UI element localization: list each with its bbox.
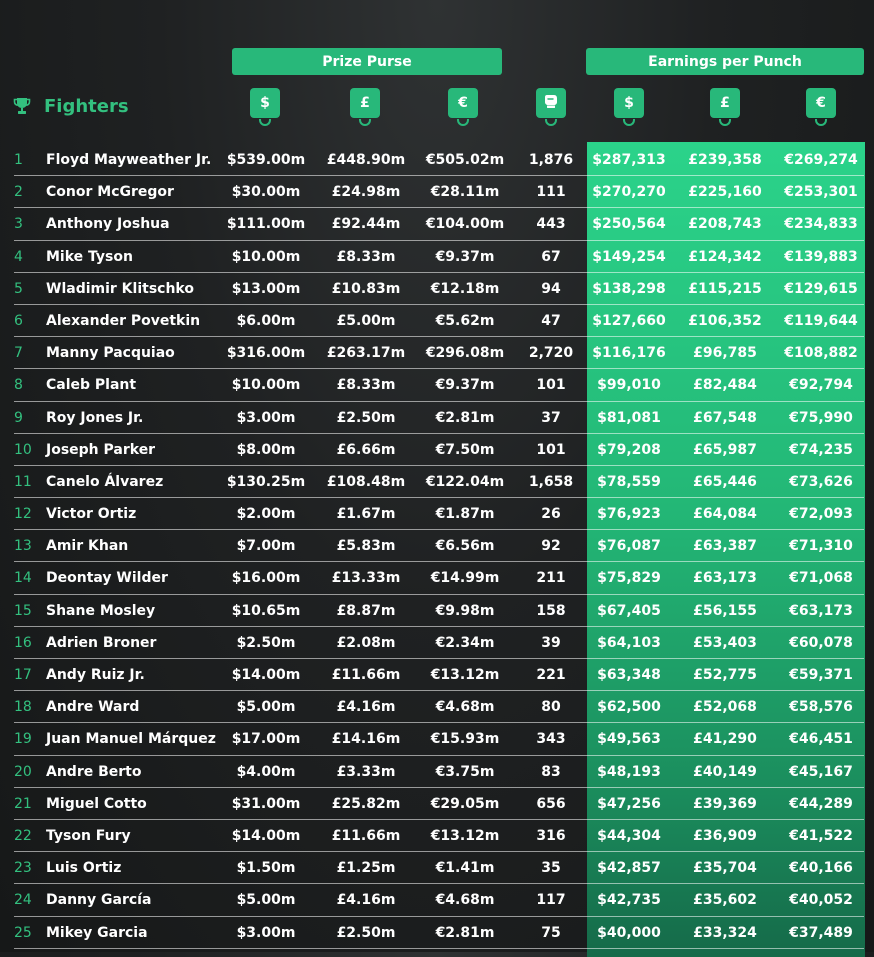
- prize-usd-cell: $31.00m: [231, 795, 301, 812]
- punch-eur-cell: €129,615: [784, 280, 858, 297]
- punch-eur-cell: €46,451: [789, 731, 853, 748]
- punch-usd-cell: $44,304: [597, 827, 661, 844]
- prize-usd-cell: $5.00m: [236, 892, 296, 909]
- rank-cell: 18: [14, 699, 32, 716]
- fighter-name: Mikey Garcia: [46, 924, 148, 941]
- punch-eur-cell: €58,576: [789, 699, 853, 716]
- punch-gbp-cell: £39,369: [693, 795, 757, 812]
- prize-gbp-cell: £10.83m: [331, 280, 401, 297]
- prize-eur-cell: €5.62m: [435, 312, 495, 329]
- prize-gbp-cell: £3.33m: [336, 763, 396, 780]
- fighter-name: Andy Ruiz Jr.: [46, 667, 145, 683]
- prize-gbp-cell: £8.87m: [336, 602, 396, 619]
- punch-eur-cell: €45,167: [789, 763, 853, 780]
- table-row: [0, 691, 874, 723]
- rank-cell: 12: [14, 506, 32, 523]
- punches-cell: 80: [541, 699, 561, 716]
- punch-gbp-cell: £65,987: [693, 441, 757, 458]
- punches-cell: 37: [541, 409, 561, 426]
- punches-cell: 158: [536, 602, 566, 619]
- prize-usd-cell: $316.00m: [226, 345, 306, 362]
- punches-cell: 75: [541, 924, 561, 941]
- fighter-name: Danny García: [46, 892, 152, 909]
- prize-gbp-cell: £2.08m: [336, 634, 396, 651]
- fighter-name: Andre Berto: [46, 763, 142, 780]
- fighter-name: Andre Ward: [46, 699, 140, 716]
- rank-cell: 16: [14, 634, 32, 651]
- punch-gbp-cell: £35,602: [693, 892, 757, 909]
- prize-eur-cell: €3.75m: [435, 763, 495, 780]
- prize-usd-cell: $4.00m: [236, 763, 296, 780]
- fighter-name: Juan Manuel Márquez: [46, 731, 216, 748]
- rank-cell: 25: [14, 924, 32, 941]
- punch-eur-cell: €234,833: [784, 216, 858, 233]
- fighter-name: Deontay Wilder: [46, 570, 168, 587]
- punch-usd-cell: $75,829: [597, 570, 661, 587]
- prize-eur-cell: €1.41m: [435, 860, 495, 877]
- prize-gbp-cell: £5.00m: [336, 312, 396, 329]
- punch-eur-badge: €: [806, 88, 836, 118]
- punch-usd-cell: $67,405: [597, 602, 661, 619]
- punch-usd-cell: $42,857: [597, 860, 661, 877]
- punch-gbp-cell: £63,387: [693, 538, 757, 555]
- prize-eur-cell: €13.12m: [430, 827, 500, 844]
- punch-eur-cell: €74,235: [789, 441, 853, 458]
- prize-gbp-badge: £: [350, 88, 380, 118]
- rank-cell: 2: [14, 184, 23, 201]
- prize-eur-cell: €12.18m: [430, 280, 500, 297]
- table-row: [0, 756, 874, 788]
- fighter-name: Amir Khan: [46, 538, 129, 555]
- punch-usd-cell: $49,563: [597, 731, 661, 748]
- prize-gbp-cell: £108.48m: [326, 473, 406, 490]
- prize-gbp-cell: £25.82m: [331, 795, 401, 812]
- punch-gbp-cell: £52,775: [693, 667, 757, 683]
- prize-gbp-cell: £263.17m: [326, 345, 406, 362]
- punches-cell: 39: [541, 634, 561, 651]
- punch-usd-cell: $47,256: [597, 795, 661, 812]
- fighter-name: Anthony Joshua: [46, 216, 170, 233]
- prize-usd-cell: $2.00m: [236, 506, 296, 523]
- prize-gbp-cell: £8.33m: [336, 377, 396, 394]
- prize-eur-cell: €122.04m: [425, 473, 505, 490]
- rank-cell: 1: [14, 152, 23, 168]
- prize-eur-cell: €9.98m: [435, 602, 495, 619]
- punch-eur-cell: €253,301: [784, 184, 858, 201]
- punches-cell: 656: [536, 795, 566, 812]
- prize-eur-cell: €6.56m: [435, 538, 495, 555]
- punch-gbp-cell: £208,743: [688, 216, 762, 233]
- punch-eur-cell: €71,310: [789, 538, 853, 555]
- table-row: [0, 176, 874, 208]
- punch-eur-cell: €119,644: [784, 312, 858, 329]
- trophy-icon: [12, 96, 32, 116]
- punch-usd-cell: $81,081: [597, 409, 661, 426]
- prize-usd-cell: $14.00m: [231, 827, 301, 844]
- punches-cell: 101: [536, 441, 566, 458]
- fighter-name: Luis Ortiz: [46, 860, 122, 877]
- punch-usd-cell: $270,270: [592, 184, 666, 201]
- prize-usd-cell: $1.50m: [236, 860, 296, 877]
- prize-gbp-cell: £6.66m: [336, 441, 396, 458]
- punch-eur-cell: €72,093: [789, 506, 853, 523]
- punch-usd-cell: $79,208: [597, 441, 661, 458]
- prize-eur-cell: €28.11m: [430, 184, 500, 201]
- table-row: [0, 852, 874, 884]
- prize-usd-cell: $10.00m: [231, 377, 301, 394]
- punch-gbp-cell: £33,324: [693, 924, 757, 941]
- prize-purse-header: Prize Purse: [232, 48, 502, 75]
- punch-usd-cell: $62,500: [597, 699, 661, 716]
- punch-usd-cell: $116,176: [592, 345, 666, 362]
- prize-usd-cell: $6.00m: [236, 312, 296, 329]
- punch-usd-cell: $127,660: [592, 312, 666, 329]
- punches-cell: 1,876: [528, 152, 574, 168]
- prize-usd-cell: $13.00m: [231, 280, 301, 297]
- punch-gbp-badge: £: [710, 88, 740, 118]
- prize-gbp-cell: £448.90m: [326, 152, 406, 168]
- punch-usd-cell: $63,348: [597, 667, 661, 683]
- rank-cell: 5: [14, 280, 23, 297]
- table-row: [0, 337, 874, 369]
- punch-gbp-cell: £63,173: [693, 570, 757, 587]
- fighter-name: Victor Ortiz: [46, 506, 137, 523]
- prize-usd-cell: $539.00m: [226, 152, 306, 168]
- punch-gbp-cell: £115,215: [688, 280, 762, 297]
- prize-usd-cell: $10.65m: [231, 602, 301, 619]
- prize-gbp-cell: £4.16m: [336, 699, 396, 716]
- prize-gbp-cell: £92.44m: [331, 216, 401, 233]
- prize-usd-cell: $14.00m: [231, 667, 301, 683]
- punch-gbp-cell: £35,704: [693, 860, 757, 877]
- rank-cell: 10: [14, 441, 32, 458]
- punches-cell: 343: [536, 731, 566, 748]
- table-row: [0, 305, 874, 337]
- prize-usd-cell: $16.00m: [231, 570, 301, 587]
- prize-usd-badge: $: [250, 88, 280, 118]
- prize-eur-cell: €2.34m: [435, 634, 495, 651]
- prize-usd-cell: $130.25m: [226, 473, 306, 490]
- punches-cell: 211: [536, 570, 566, 587]
- punch-usd-cell: $76,923: [597, 506, 661, 523]
- table-row: [0, 144, 874, 176]
- punch-eur-cell: €44,289: [789, 795, 853, 812]
- punch-usd-cell: $149,254: [592, 248, 666, 265]
- punch-gbp-cell: £225,160: [688, 184, 762, 201]
- fighter-name: Wladimir Klitschko: [46, 280, 194, 297]
- fighter-name: Miguel Cotto: [46, 795, 147, 812]
- punches-cell: 35: [541, 860, 561, 877]
- punches-cell: 94: [541, 280, 561, 297]
- punch-usd-cell: $138,298: [592, 280, 666, 297]
- rank-cell: 3: [14, 216, 23, 233]
- rank-cell: 8: [14, 377, 23, 394]
- punch-eur-cell: €40,052: [789, 892, 853, 909]
- rank-cell: 22: [14, 827, 32, 844]
- prize-eur-cell: €104.00m: [425, 216, 505, 233]
- punch-eur-cell: €41,522: [789, 827, 853, 844]
- punch-usd-cell: $78,559: [597, 473, 661, 490]
- prize-gbp-cell: £5.83m: [336, 538, 396, 555]
- table-row: [0, 820, 874, 852]
- fighter-name: Adrien Broner: [46, 634, 157, 651]
- rank-cell: 6: [14, 312, 23, 329]
- punch-usd-cell: $76,087: [597, 538, 661, 555]
- table-row: [0, 434, 874, 466]
- prize-usd-cell: $2.50m: [236, 634, 296, 651]
- prize-eur-cell: €1.87m: [435, 506, 495, 523]
- rank-cell: 15: [14, 602, 32, 619]
- punch-usd-badge: $: [614, 88, 644, 118]
- punch-eur-cell: €37,489: [789, 924, 853, 941]
- punch-gbp-cell: £82,484: [693, 377, 757, 394]
- fighters-label: Fighters: [44, 95, 129, 117]
- table-row: [0, 917, 874, 949]
- rank-cell: 23: [14, 860, 32, 877]
- fighter-name: Shane Mosley: [46, 602, 156, 619]
- fighter-name: Manny Pacquiao: [46, 345, 175, 362]
- rank-cell: 24: [14, 892, 32, 909]
- rank-cell: 19: [14, 731, 32, 748]
- prize-gbp-cell: £1.67m: [336, 506, 396, 523]
- prize-usd-cell: $10.00m: [231, 248, 301, 265]
- punch-eur-cell: €59,371: [789, 667, 853, 683]
- prize-eur-cell: €505.02m: [425, 152, 505, 168]
- punch-gbp-cell: £52,068: [693, 699, 757, 716]
- punch-eur-cell: €139,883: [784, 248, 858, 265]
- punches-cell: 2,720: [528, 345, 574, 362]
- fighter-name: Canelo Álvarez: [46, 473, 164, 490]
- table-row: [0, 595, 874, 627]
- prize-gbp-cell: £24.98m: [331, 184, 401, 201]
- punch-gbp-cell: £36,909: [693, 827, 757, 844]
- fighter-name: Floyd Mayweather Jr.: [46, 152, 212, 168]
- punch-eur-cell: €63,173: [789, 602, 853, 619]
- punches-cell: 26: [541, 506, 561, 523]
- punch-eur-cell: €269,274: [784, 152, 858, 168]
- table-row: [0, 208, 874, 240]
- prize-gbp-cell: £11.66m: [331, 827, 401, 844]
- punches-cell: 101: [536, 377, 566, 394]
- prize-usd-cell: $8.00m: [236, 441, 296, 458]
- punches-cell: 83: [541, 763, 561, 780]
- prize-eur-cell: €9.37m: [435, 377, 495, 394]
- rank-cell: 14: [14, 570, 32, 587]
- prize-usd-cell: $111.00m: [226, 216, 306, 233]
- punches-cell: 221: [536, 667, 566, 683]
- punch-eur-cell: €92,794: [789, 377, 853, 394]
- punch-gbp-cell: £67,548: [693, 409, 757, 426]
- prize-gbp-cell: £8.33m: [336, 248, 396, 265]
- table-row: [0, 627, 874, 659]
- fighters-heading: [12, 93, 129, 119]
- punch-usd-cell: $287,313: [592, 152, 666, 168]
- punches-cell: 47: [541, 312, 561, 329]
- prize-eur-cell: €4.68m: [435, 699, 495, 716]
- table-row: [0, 402, 874, 434]
- prize-usd-cell: $5.00m: [236, 699, 296, 716]
- punch-gbp-cell: £65,446: [693, 473, 757, 490]
- punch-eur-cell: €73,626: [789, 473, 853, 490]
- punch-gbp-cell: £124,342: [688, 248, 762, 265]
- earnings-per-punch-header: Earnings per Punch: [586, 48, 864, 75]
- punch-usd-cell: $99,010: [597, 377, 661, 394]
- punch-gbp-cell: £64,084: [693, 506, 757, 523]
- table-row: [0, 466, 874, 498]
- punch-gbp-cell: £96,785: [693, 345, 757, 362]
- punches-cell: 316: [536, 827, 566, 844]
- table-row: [0, 369, 874, 401]
- punches-cell: 111: [536, 184, 566, 201]
- punch-eur-cell: €75,990: [789, 409, 853, 426]
- fighter-name: Caleb Plant: [46, 377, 137, 394]
- prize-gbp-cell: £1.25m: [336, 860, 396, 877]
- rank-cell: 4: [14, 248, 23, 265]
- prize-eur-cell: €7.50m: [435, 441, 495, 458]
- prize-eur-cell: €2.81m: [435, 409, 495, 426]
- punches-cell: 117: [536, 892, 566, 909]
- prize-gbp-cell: £14.16m: [331, 731, 401, 748]
- table-row: [0, 788, 874, 820]
- fighter-name: Tyson Fury: [46, 827, 131, 844]
- prize-eur-cell: €14.99m: [430, 570, 500, 587]
- rank-cell: 7: [14, 345, 23, 362]
- prize-eur-badge: €: [448, 88, 478, 118]
- punch-usd-cell: $64,103: [597, 634, 661, 651]
- punch-gbp-cell: £106,352: [688, 312, 762, 329]
- punches-cell: 67: [541, 248, 561, 265]
- punch-eur-cell: €71,068: [789, 570, 853, 587]
- table-row: [0, 241, 874, 273]
- table-row: [0, 884, 874, 916]
- boxing-glove-icon: [543, 93, 559, 113]
- fighter-name: Mike Tyson: [46, 248, 133, 265]
- prize-usd-cell: $17.00m: [231, 731, 301, 748]
- prize-eur-cell: €4.68m: [435, 892, 495, 909]
- prize-gbp-cell: £2.50m: [336, 409, 396, 426]
- prize-eur-cell: €2.81m: [435, 924, 495, 941]
- prize-gbp-cell: £11.66m: [331, 667, 401, 683]
- prize-usd-cell: $7.00m: [236, 538, 296, 555]
- prize-eur-cell: €13.12m: [430, 667, 500, 683]
- table-row: [0, 498, 874, 530]
- punch-usd-cell: $42,735: [597, 892, 661, 909]
- prize-gbp-cell: £13.33m: [331, 570, 401, 587]
- prize-eur-cell: €15.93m: [430, 731, 500, 748]
- rank-cell: 9: [14, 409, 23, 426]
- prize-usd-cell: $3.00m: [236, 924, 296, 941]
- fighter-name: Conor McGregor: [46, 184, 174, 201]
- punch-eur-cell: €40,166: [789, 860, 853, 877]
- rank-cell: 20: [14, 763, 32, 780]
- punch-usd-cell: $40,000: [597, 924, 661, 941]
- table-row: [0, 659, 874, 691]
- prize-gbp-cell: £2.50m: [336, 924, 396, 941]
- punch-usd-cell: $48,193: [597, 763, 661, 780]
- punches-cell: 1,658: [528, 473, 574, 490]
- rank-cell: 21: [14, 795, 32, 812]
- punch-gbp-cell: £41,290: [693, 731, 757, 748]
- prize-eur-cell: €296.08m: [425, 345, 505, 362]
- punches-cell: 443: [536, 216, 566, 233]
- punch-gbp-cell: £239,358: [688, 152, 762, 168]
- punch-eur-cell: €108,882: [784, 345, 858, 362]
- table-body: [0, 144, 874, 949]
- punch-gbp-cell: £53,403: [693, 634, 757, 651]
- punch-gbp-cell: £40,149: [693, 763, 757, 780]
- punches-cell: 92: [541, 538, 561, 555]
- rank-cell: 11: [14, 473, 32, 490]
- table-row: [0, 562, 874, 594]
- punch-eur-cell: €60,078: [789, 634, 853, 651]
- punch-usd-cell: $250,564: [592, 216, 666, 233]
- rank-cell: 13: [14, 538, 32, 555]
- fighter-name: Alexander Povetkin: [46, 312, 201, 329]
- prize-usd-cell: $3.00m: [236, 409, 296, 426]
- table-row: [0, 273, 874, 305]
- punch-gbp-cell: £56,155: [693, 602, 757, 619]
- prize-eur-cell: €29.05m: [430, 795, 500, 812]
- fighter-name: Roy Jones Jr.: [46, 409, 144, 426]
- prize-gbp-cell: £4.16m: [336, 892, 396, 909]
- fighter-name: Joseph Parker: [46, 441, 156, 458]
- prize-usd-cell: $30.00m: [231, 184, 301, 201]
- table-row: [0, 530, 874, 562]
- rank-cell: 17: [14, 667, 32, 683]
- table-row: [0, 723, 874, 755]
- prize-eur-cell: €9.37m: [435, 248, 495, 265]
- punches-badge: [536, 88, 566, 118]
